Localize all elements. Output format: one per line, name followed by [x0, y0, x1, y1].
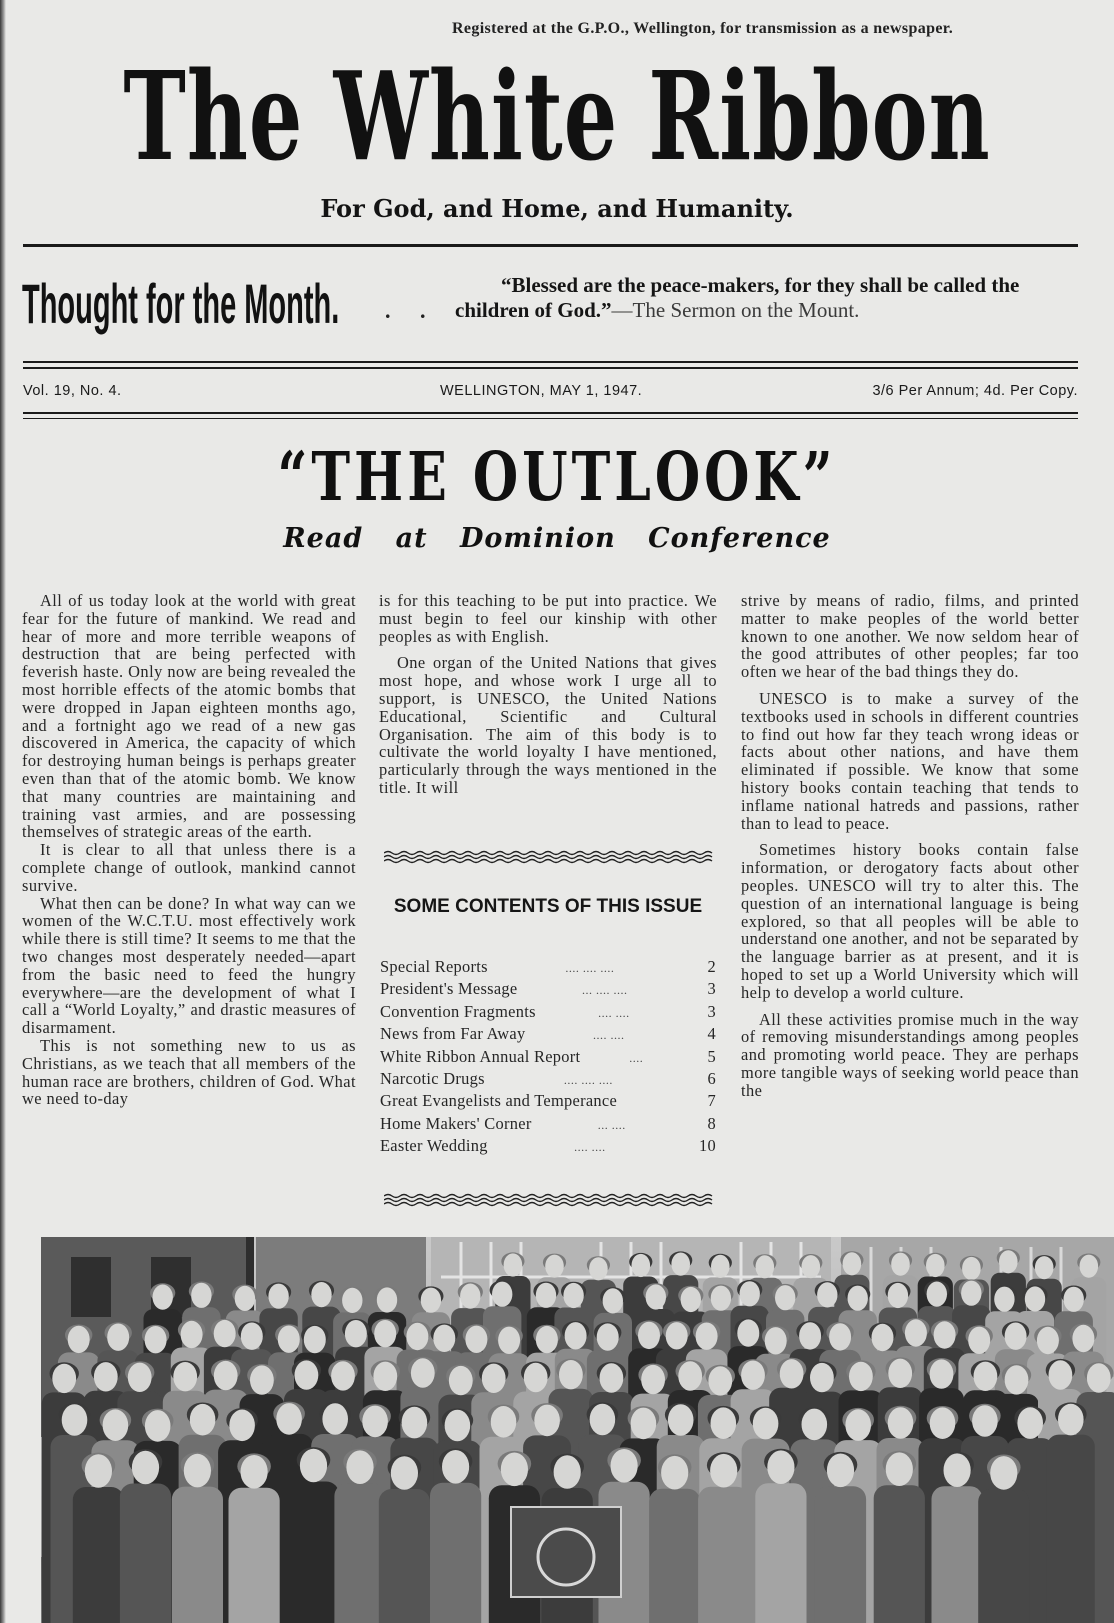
person-face: [107, 1324, 129, 1351]
contents-item-label: President's Message: [380, 979, 518, 999]
person-face: [145, 1326, 167, 1353]
person-face: [402, 1407, 428, 1439]
person-face: [962, 1257, 981, 1280]
person-face: [710, 1454, 737, 1488]
thought-dots: . .: [385, 298, 438, 323]
contents-item-page: 4: [707, 1024, 716, 1044]
person-face: [671, 1253, 690, 1276]
person-face: [68, 1326, 90, 1353]
contents-item: [380, 1002, 716, 1024]
person-face: [905, 1319, 927, 1346]
person-face: [632, 1254, 651, 1277]
person-face: [848, 1286, 868, 1311]
article-column-1: [22, 592, 356, 1222]
person-face: [780, 1359, 804, 1388]
person-face: [641, 1365, 665, 1394]
person-face: [711, 1286, 731, 1311]
person-face: [304, 1326, 326, 1353]
person-face: [62, 1404, 88, 1436]
person-face: [810, 1363, 834, 1392]
contents-item: [380, 1069, 716, 1091]
thought-quote-block: [455, 273, 1080, 323]
contents-item-label: Convention Fragments: [380, 1001, 536, 1021]
group-photo: [41, 1237, 1114, 1623]
person-face: [1064, 1287, 1084, 1312]
person-body: [978, 1489, 1029, 1623]
person-face: [181, 1321, 203, 1348]
person-face: [128, 1363, 152, 1392]
article-paragraph: strive by means of radio, films, and printed matter to make peoples of the world better known to one another. We now seldom hear of the good attributes of other peoples; far too often we hear of the bad things they do.: [741, 592, 1079, 682]
person-face: [465, 1326, 487, 1353]
person-face: [214, 1320, 236, 1347]
person-body: [288, 1482, 339, 1623]
person-face: [433, 1325, 455, 1352]
person-face: [373, 1362, 397, 1391]
person-body: [120, 1484, 171, 1623]
person-face: [829, 1323, 851, 1350]
contents-item-leader: ... .... ....: [581, 983, 628, 998]
article-column-3: [741, 592, 1079, 1222]
person-face: [802, 1409, 828, 1441]
person-face: [930, 1359, 954, 1388]
person-body: [649, 1489, 700, 1623]
issue-volume: Vol. 19, No. 4.: [23, 383, 122, 399]
person-face: [1058, 1404, 1084, 1436]
contents-item: [380, 1136, 716, 1158]
person-face: [153, 1285, 173, 1310]
article-paragraph: Sometimes history books contain false information, or derogatory facts about other peoples. UNESCO will try to alter this. The question of an international language is being explored, so that all peoples will be able to understand one another, and not be separated by the language barrier as at present, and it is hoped to set up a World University which will help to develop a world culture.: [741, 840, 1079, 1002]
contents-item-page: 7: [707, 1091, 716, 1111]
person-face: [696, 1323, 718, 1350]
person-face: [990, 1456, 1017, 1490]
person-face: [668, 1404, 694, 1436]
person-face: [536, 1326, 558, 1353]
person-face: [300, 1449, 327, 1483]
person-face: [536, 1283, 556, 1308]
article-paragraph: UNESCO is to make a survey of the textbooks used in schools in different countries to find out how far they teach wrong ideas or facts about other nations, and have them eliminated if possible. We know that some history books contain teaching that tends to inflame national hatreds and passions, rather than to lead to peace.: [741, 688, 1079, 833]
person-face: [1087, 1363, 1111, 1392]
contents-item: [380, 1114, 716, 1136]
person-face: [646, 1284, 666, 1309]
masthead-rule: [23, 244, 1078, 247]
person-body: [334, 1483, 385, 1623]
contents-item: [380, 979, 716, 1001]
person-face: [886, 1452, 913, 1486]
person-face: [278, 1326, 300, 1353]
person-face: [1005, 1323, 1027, 1350]
registration-notice: Registered at the G.P.O., Wellington, for transmission as a newspaper.: [452, 20, 954, 37]
person-face: [391, 1456, 418, 1490]
contents-item-leader: .... ....: [598, 1005, 630, 1020]
person-face: [449, 1366, 473, 1395]
issue-rule-bottom-2: [23, 418, 1078, 419]
contents-item-label: Easter Wedding: [380, 1136, 488, 1156]
person-face: [250, 1365, 274, 1394]
person-face: [482, 1364, 506, 1393]
thought-label: Thought for the Month.: [22, 272, 340, 336]
person-face: [559, 1360, 583, 1389]
person-face: [145, 1410, 171, 1442]
person-face: [590, 1404, 616, 1436]
person-face: [708, 1366, 732, 1395]
person-face: [1049, 1360, 1073, 1389]
contents-item-label: Narcotic Drugs: [380, 1068, 485, 1088]
person-face: [214, 1361, 238, 1390]
person-face: [491, 1406, 517, 1438]
person-face: [345, 1320, 367, 1347]
person-face: [666, 1322, 688, 1349]
person-face: [103, 1409, 129, 1441]
contents-heading: SOME CONTENTS OF THIS ISSUE: [393, 896, 703, 917]
person-face: [741, 1361, 765, 1390]
contents-item-label: White Ribbon Annual Report: [380, 1046, 581, 1066]
person-face: [241, 1455, 268, 1489]
contents-item: [380, 1024, 716, 1046]
person-face: [603, 1288, 623, 1313]
person-face: [94, 1362, 118, 1391]
person-face: [524, 1363, 548, 1392]
article-paragraph: It is clear to all that unless there is a complete change of outlook, mankind cannot survive.: [22, 840, 356, 895]
contents-item-page: 2: [707, 957, 716, 976]
person-face: [442, 1450, 469, 1484]
person-face: [926, 1254, 945, 1277]
person-face: [1080, 1255, 1099, 1278]
person-body: [73, 1487, 124, 1623]
person-face: [888, 1283, 908, 1308]
person-face: [229, 1410, 255, 1442]
person-face: [322, 1403, 348, 1435]
person-face: [737, 1319, 759, 1346]
article-column-2: [379, 592, 717, 842]
person-face: [445, 1410, 471, 1442]
contents-item-page: 10: [699, 1136, 716, 1156]
contents-item: [380, 1091, 716, 1113]
person-face: [501, 1453, 528, 1487]
person-face: [597, 1323, 619, 1350]
contents-item-leader: ... ....: [597, 1117, 626, 1132]
contents-item-leader: .... .... ....: [565, 961, 615, 975]
contents-item: [380, 957, 716, 979]
article-paragraph: All of us today look at the world with great fear for the future of mankind. We read and hear of more and more terrible weapons of destruction that are being perfected with feverish haste. Only now are being revealed the most horrible effects of the atomic bombs that were dropped in Japan eighteen months ago, and a fortnight ago we read of a new gas discovered in America, the capacity of which for destroying human beings is perhaps greater even than that of the atomic bomb. We know that many countries are maintaining and training vast armies, and are possessing themselves of strategic areas of the earth.: [22, 592, 356, 842]
article-paragraph: All these activities promise much in the way of removing misunderstandings among peoples and promoting world peace. They are perhaps more tangible ways of seeking world peace than the: [741, 1009, 1079, 1100]
person-face: [845, 1409, 871, 1441]
person-face: [638, 1322, 660, 1349]
person-face: [681, 1287, 701, 1312]
person-face: [974, 1362, 998, 1391]
person-face: [843, 1252, 862, 1275]
person-body: [874, 1485, 925, 1623]
person-face: [241, 1323, 263, 1350]
contents-item: [380, 1047, 716, 1069]
person-face: [799, 1322, 821, 1349]
person-face: [460, 1284, 480, 1309]
person-face: [756, 1255, 775, 1278]
person-face: [872, 1324, 894, 1351]
person-face: [184, 1454, 211, 1488]
person-face: [827, 1454, 854, 1488]
person-face: [1037, 1327, 1059, 1354]
contents-item-leader: .... ....: [592, 1028, 625, 1043]
contents-item-label: News from Far Away: [380, 1024, 526, 1044]
person-face: [235, 1286, 255, 1311]
person-face: [268, 1284, 288, 1309]
article-paragraph: One organ of the United Nations that gives most hope, and whose work I urge all to support, is UNESCO, the United Nations Educational, Scientific and Cultural Organisation. The aim of this body is to cultivate the world loyalty I have mentioned, particularly through the ways mentioned in the title. It will: [379, 653, 717, 797]
person-face: [342, 1288, 362, 1313]
person-face: [600, 1363, 624, 1392]
contents-item-leader: ....: [629, 1050, 644, 1065]
person-face: [888, 1359, 912, 1388]
person-face: [961, 1281, 981, 1306]
person-face: [631, 1408, 657, 1440]
contents-item-page: 6: [707, 1068, 716, 1088]
person-face: [563, 1283, 583, 1308]
person-face: [944, 1453, 971, 1487]
person-face: [1025, 1286, 1045, 1311]
person-face: [775, 1285, 795, 1310]
person-face: [972, 1405, 998, 1437]
person-face: [377, 1287, 397, 1312]
person-face: [999, 1250, 1018, 1273]
person-face: [52, 1364, 76, 1393]
person-face: [85, 1454, 112, 1488]
thought-attribution: —The Sermon on the Mount.: [611, 298, 860, 322]
person-body: [755, 1483, 806, 1623]
person-face: [817, 1282, 837, 1307]
person-face: [930, 1407, 956, 1439]
contents-list: [380, 957, 716, 1159]
person-face: [346, 1450, 373, 1484]
thought-quote: “Blessed are the peace-makers, for they shall be called the children of God.”: [455, 273, 1020, 322]
person-face: [545, 1255, 564, 1278]
person-face: [421, 1288, 441, 1313]
masthead-title: The White Ribbon: [123, 44, 991, 188]
person-face: [362, 1406, 388, 1438]
person-face: [190, 1404, 216, 1436]
contents-item-page: 8: [707, 1113, 716, 1133]
person-face: [753, 1408, 779, 1440]
person-face: [767, 1450, 794, 1484]
person-face: [565, 1322, 587, 1349]
wave-divider-bottom: [384, 1193, 714, 1207]
article-paragraph: is for this teaching to be put into practice. We must begin to feel our kinship with other peoples as with English.: [379, 592, 717, 646]
person-face: [492, 1282, 512, 1307]
contents-item-leader: .... ....: [574, 1140, 606, 1155]
person-face: [678, 1361, 702, 1390]
person-face: [891, 1253, 910, 1276]
person-face: [611, 1449, 638, 1483]
person-face: [411, 1358, 435, 1387]
person-face: [132, 1451, 159, 1485]
person-face: [765, 1327, 787, 1354]
person-body: [430, 1483, 481, 1623]
person-face: [740, 1281, 760, 1306]
person-face: [934, 1321, 956, 1348]
person-face: [331, 1361, 355, 1390]
person-face: [589, 1257, 608, 1280]
issue-price: 3/6 Per Annum; 4d. Per Copy.: [872, 383, 1078, 399]
person-face: [406, 1323, 428, 1350]
person-body: [815, 1486, 866, 1623]
article-paragraph: What then can be done? In what way can we women of the W.C.T.U. most effectively work while there is still time? It seems to me that the two changes most desperately needed—apart from the basic need to feed the hungry everywhere—are the development of what I call a “World Loyalty,” and drastic measures of disarmament.: [22, 893, 356, 1038]
contents-item-label: Special Reports: [380, 957, 488, 976]
contents-item-label: Home Makers' Corner: [380, 1113, 532, 1133]
person-face: [311, 1282, 331, 1307]
person-face: [498, 1327, 520, 1354]
person-body: [698, 1487, 749, 1623]
person-face: [888, 1407, 914, 1439]
wave-divider-top: [384, 850, 714, 864]
article-title: “THE OUTLOOK”: [277, 437, 837, 517]
issue-dateline: WELLINGTON, MAY 1, 1947.: [440, 383, 643, 399]
masthead-motto: For God, and Home, and Humanity.: [320, 194, 794, 223]
person-face: [374, 1320, 396, 1347]
person-face: [173, 1362, 197, 1391]
article-paragraph: This is not something new to us as Christians, as we teach that all members of the human race are brothers, children of God. What we need to-day: [22, 1035, 356, 1109]
person-face: [504, 1253, 523, 1276]
person-face: [849, 1362, 873, 1391]
person-face: [191, 1283, 211, 1308]
person-face: [711, 1255, 730, 1278]
person-body: [172, 1487, 223, 1623]
person-face: [994, 1287, 1014, 1312]
contents-item-label: Great Evangelists and Temperance: [380, 1091, 618, 1111]
person-face: [802, 1255, 821, 1278]
article-subtitle: Read at Dominion Conference: [283, 523, 831, 554]
person-face: [1072, 1325, 1094, 1352]
person-face: [1017, 1407, 1043, 1439]
issue-rule-top-2: [23, 367, 1078, 369]
issue-rule-bottom-1: [23, 412, 1078, 414]
person-face: [534, 1405, 560, 1437]
person-body: [229, 1488, 280, 1623]
person-face: [927, 1282, 947, 1307]
issue-rule-top-1: [23, 361, 1078, 363]
person-face: [554, 1455, 581, 1489]
person-body: [379, 1489, 430, 1623]
person-face: [1035, 1256, 1054, 1279]
contents-item-leader: .... .... ....: [563, 1072, 613, 1087]
contents-item-page: 3: [707, 979, 716, 999]
person-face: [968, 1327, 990, 1354]
person-face: [295, 1360, 319, 1389]
person-body: [1047, 1435, 1095, 1623]
person-face: [711, 1407, 737, 1439]
contents-item-page: 3: [707, 1001, 716, 1021]
person-face: [276, 1403, 302, 1435]
contents-item-page: 5: [707, 1046, 716, 1066]
person-body: [932, 1486, 983, 1623]
person-face: [661, 1456, 688, 1490]
person-face: [1005, 1365, 1029, 1394]
